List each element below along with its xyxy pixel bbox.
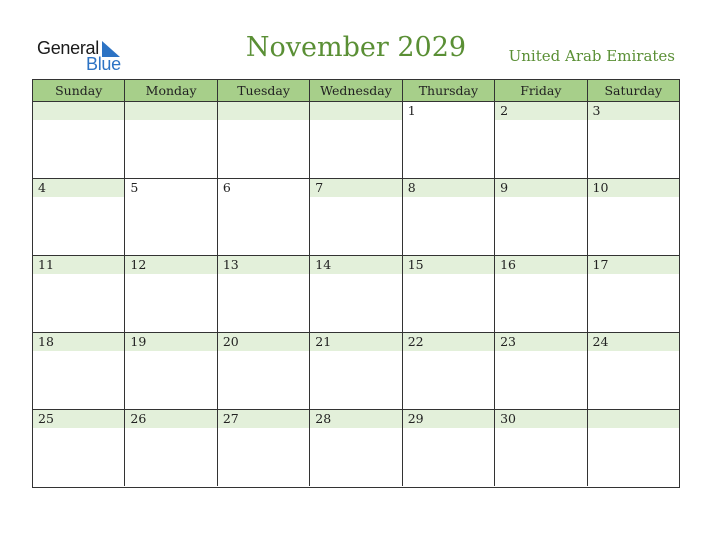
day-cell[interactable] (125, 179, 217, 255)
country-label: United Arab Emirates (508, 47, 675, 65)
day-cell[interactable] (218, 179, 310, 255)
day-number: 16 (500, 257, 517, 272)
day-cell[interactable] (218, 410, 310, 486)
day-number: 26 (130, 411, 147, 426)
day-cell[interactable] (403, 333, 495, 409)
day-number: 5 (130, 180, 139, 195)
day-number: 6 (222, 180, 231, 195)
day-cell[interactable] (588, 333, 679, 409)
day-cell[interactable] (310, 333, 402, 409)
weekday-tuesday: Tuesday (218, 80, 310, 101)
week-row (33, 256, 679, 333)
weekday-header-row (33, 80, 679, 102)
weekday-saturday: Saturday (604, 83, 663, 98)
day-number: 12 (130, 257, 147, 272)
day-number: 1 (407, 103, 416, 118)
day-cell[interactable] (588, 256, 679, 332)
day-number: 27 (222, 411, 239, 426)
day-cell[interactable] (33, 256, 125, 332)
day-number: 10 (592, 180, 609, 195)
day-number: 22 (407, 334, 424, 349)
day-cell[interactable] (495, 256, 587, 332)
weekday-wednesday: Wednesday (310, 80, 402, 101)
day-number: 13 (222, 257, 239, 272)
day-cell[interactable] (495, 410, 587, 486)
weekday-friday: Friday (495, 80, 587, 101)
day-number: 23 (500, 334, 517, 349)
day-number: 14 (315, 257, 332, 272)
weekday-monday: Monday (125, 80, 217, 101)
day-number: 7 (315, 180, 324, 195)
day-number: 17 (592, 257, 609, 272)
day-cell[interactable] (588, 102, 679, 178)
day-number: 29 (407, 411, 424, 426)
day-cell[interactable] (218, 102, 310, 178)
day-cell[interactable] (495, 179, 587, 255)
day-cell[interactable] (403, 256, 495, 332)
day-cell[interactable] (403, 179, 495, 255)
day-number: 15 (407, 257, 424, 272)
week-row (33, 410, 679, 486)
week-row (33, 333, 679, 410)
day-cell[interactable] (403, 410, 495, 486)
day-cell[interactable] (218, 333, 310, 409)
day-cell[interactable] (588, 410, 679, 486)
day-cell[interactable] (403, 102, 495, 178)
day-cell[interactable] (33, 102, 125, 178)
day-cell[interactable] (310, 102, 402, 178)
calendar-grid (32, 79, 680, 488)
day-number: 28 (315, 411, 332, 426)
day-number: 21 (315, 334, 332, 349)
day-number: 20 (222, 334, 239, 349)
day-cell[interactable] (495, 102, 587, 178)
day-number: 30 (500, 411, 517, 426)
day-cell[interactable] (495, 333, 587, 409)
day-cell[interactable] (125, 102, 217, 178)
day-number: 25 (38, 411, 54, 426)
day-number: 19 (130, 334, 147, 349)
day-cell[interactable] (588, 179, 679, 255)
day-cell[interactable] (33, 410, 125, 486)
day-cell[interactable] (310, 256, 402, 332)
day-number: 18 (38, 334, 54, 349)
day-number: 4 (38, 180, 46, 195)
weekday-sunday: Sunday (33, 80, 125, 101)
day-cell[interactable] (125, 256, 217, 332)
day-number: 9 (500, 180, 509, 195)
weekday-thursday: Thursday (403, 80, 495, 101)
day-number: 24 (592, 334, 609, 349)
calendar-title: November 2029 (245, 32, 467, 63)
day-cell[interactable] (310, 410, 402, 486)
day-cell[interactable] (33, 333, 125, 409)
week-row (33, 102, 679, 179)
logo-text-general: General (37, 38, 99, 58)
day-number: 2 (500, 103, 509, 118)
day-cell[interactable] (218, 256, 310, 332)
day-cell[interactable] (310, 179, 402, 255)
day-number: 11 (38, 257, 54, 272)
day-number: 8 (407, 180, 416, 195)
day-cell[interactable] (125, 333, 217, 409)
logo-text-blue: Blue (86, 54, 121, 74)
day-cell[interactable] (125, 410, 217, 486)
week-row (33, 179, 679, 256)
day-number: 3 (592, 103, 601, 118)
day-cell[interactable] (33, 179, 125, 255)
